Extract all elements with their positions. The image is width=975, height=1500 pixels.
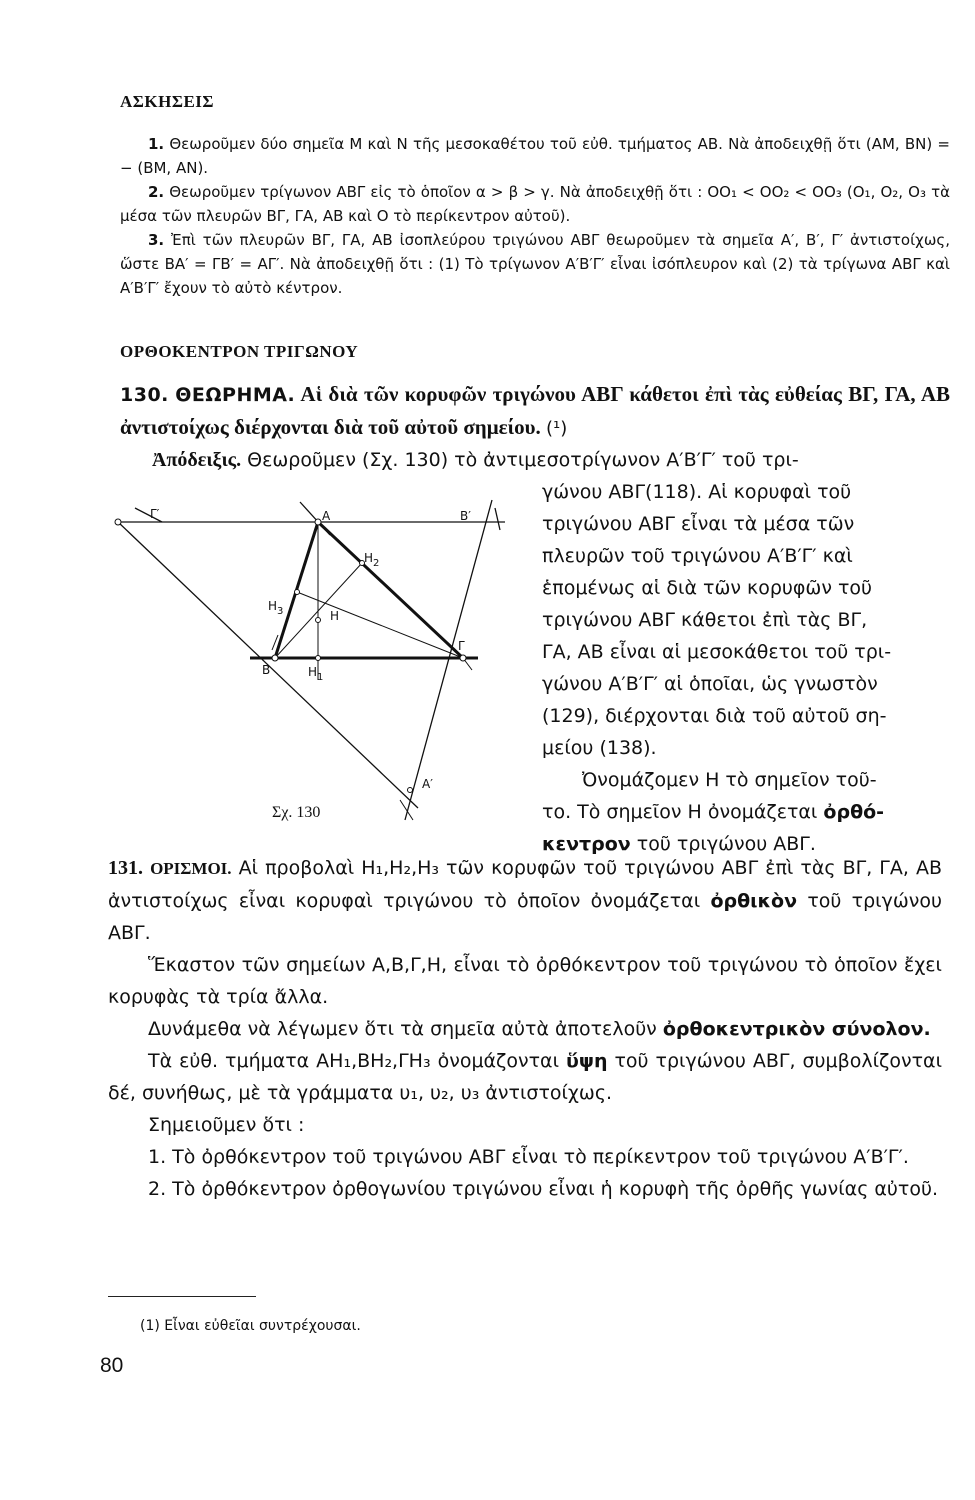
orthocenter-heading: ΟΡΘΟΚΕΝΤΡΟΝ ΤΡΙΓΩΝΟΥ — [120, 342, 359, 361]
definition-text: τοῦ τριγώνου ΑΒΓ, συμβολίζονται δέ, συνήθως, μὲ τὰ γράμματα υ₁, υ₂, υ₃ ἀντιστοίχως. — [108, 1050, 942, 1104]
footnote-rule — [108, 1296, 256, 1297]
proof-line: γώνου Α′Β′Γ′ αἱ ὁποῖαι, ὡς γνωστὸν — [542, 673, 878, 695]
proof-label: Ἀπόδειξις. — [152, 449, 242, 471]
page-number: 80 — [100, 1354, 124, 1377]
footnote: (1) Εἶναι εὐθεῖαι συντρέχουσαι. — [140, 1318, 361, 1334]
naming-line-2 — [542, 796, 942, 828]
definition-text: Τὰ εὐθ. τμήματα ΑH₁,ΒH₂,ΓH₃ ὀνομάζονται — [148, 1050, 560, 1072]
exercises-heading: ΑΣΚΗΣΕΙΣ — [120, 92, 215, 111]
proof-line: πλευρῶν τοῦ τριγώνου Α′Β′Γ′ καὶ — [542, 545, 853, 567]
definitions-131 — [108, 852, 942, 1205]
label-b1: B′ — [460, 509, 471, 523]
proof-line: ἑπομένως αἱ διὰ τῶν κορυφῶν τοῦ — [542, 577, 873, 599]
naming-text: το. Τὸ σημεῖον Η ὀνομάζεται — [542, 801, 818, 823]
definition-p1 — [108, 852, 942, 949]
proof-line-1: Θεωροῦμεν (Σχ. 130) τὸ ἀντιμεσοτρίγωνον Α′Β′Γ′ τοῦ τρι- — [247, 449, 799, 471]
heights-term: ὕψη — [566, 1050, 608, 1072]
label-b: B — [262, 663, 271, 677]
altitude-c — [297, 592, 463, 658]
proof-line: γώνου ΑΒΓ(118). Αἱ κορυφαὶ τοῦ — [542, 481, 852, 503]
exercise-number: 3. — [148, 231, 165, 249]
definition-p3 — [108, 1013, 942, 1045]
exercise-text: Θεωροῦμεν δύο σημεῖα M καὶ N τῆς μεσοκαθέτου τοῦ εὐθ. τμήματος AB. Νὰ ἀποδειχθῇ ὅτι (AM, BN) = − (BM, AN). — [120, 135, 950, 177]
label-h3: $H_3$ — [268, 599, 284, 617]
point-a — [315, 519, 321, 525]
point-h — [316, 618, 321, 623]
definition-p7: 2. Τὸ ὀρθόκεντρον ὀρθογωνίου τριγώνου εἶναι ἡ κορυφὴ τῆς ὀρθῆς γωνίας αὐτοῦ. — [148, 1178, 938, 1200]
definition-text: Αἱ προβολαὶ H₁,H₂,H₃ τῶν κορυφῶν τοῦ τριγώνου ΑΒΓ ἐπὶ τὰς ΒΓ, ΓΑ, ΑΒ ἀντιστοίχως εἶναι κορυφαὶ τριγώνου τὸ ὁποῖον ὀνομάζεται — [108, 857, 943, 912]
exercise-text: Ἐπὶ τῶν πλευρῶν ΒΓ, ΓΑ, ΑΒ ἰσοπλεύρου τριγώνου ΑΒΓ θεωροῦμεν τὰ σημεῖα Α′, Β′, Γ′ ἀντιστοίχως, ὥστε ΒΑ′ = ΓΒ′ = ΑΓ′. Νὰ ἀποδειχθῇ ὅτι : (1) Τὸ τρίγωνον Α′Β′Γ′ εἶναι ἰσόπλευρον καὶ (2) τὰ τρίγωνα ΑΒΓ καὶ Α′Β′Γ′ ἔχουν τὸ αὐτὸ κέντρον. — [120, 231, 950, 297]
proof-line: (129), διέρχονται διὰ τοῦ αὐτοῦ ση- — [542, 705, 887, 727]
label-a: A — [322, 509, 331, 523]
proof-line: τριγώνου ΑΒΓ εἶναι τὰ μέσα τῶν — [542, 513, 855, 535]
naming-text: τοῦ τριγώνου ΑΒΓ. — [636, 833, 816, 855]
proof-line: ΓΑ, ΑΒ εἶναι αἱ μεσοκάθετοι τοῦ τρι- — [542, 641, 892, 663]
label-g: Γ — [458, 639, 465, 653]
proof-line: μείου (138). — [542, 737, 657, 759]
orthocenter-term: κεντρον — [542, 833, 631, 855]
point-b — [272, 655, 278, 661]
definition-p4 — [108, 1045, 942, 1109]
exercise-3 — [120, 228, 950, 300]
definition-text: Δυνάμεθα νὰ λέγωμεν ὅτι τὰ σημεῖα αὐτὰ ἀποτελοῦν — [148, 1018, 657, 1040]
point-g1 — [115, 519, 121, 525]
orthocentric-term: ὀρθοκεντρικὸν σύνολον. — [662, 1018, 931, 1040]
proof-first-line — [152, 444, 952, 476]
point-a1 — [408, 788, 413, 793]
exercise-number: 1. — [148, 135, 165, 153]
figure-130 — [100, 490, 520, 830]
theorem-number: 130. — [120, 384, 169, 406]
label-h2: $H_2$ — [364, 551, 380, 569]
orthic-term: ὀρθικὸν — [710, 890, 798, 912]
tick — [495, 508, 500, 530]
naming-bold: ὀρθό- — [823, 801, 885, 823]
proof-line: τριγώνου ΑΒΓ κάθετοι ἐπὶ τὰς ΒΓ, — [542, 609, 868, 631]
theorem-label: ΘΕΩΡΗΜΑ. — [175, 384, 296, 406]
label-h: H — [330, 609, 340, 623]
definition-p2: Ἕκαστον τῶν σημείων Α,Β,Γ,Η, εἶναι τὸ ὀρθόκεντρον τοῦ τριγώνου τὸ ὁποῖον ἔχει κορυφὰς τὰ τρία ἄλλα. — [108, 954, 942, 1008]
point-h3 — [295, 590, 300, 595]
definition-p6: 1. Τὸ ὀρθόκεντρον τοῦ τριγώνου ΑΒΓ εἶναι τὸ περίκεντρον τοῦ τριγώνου Α′Β′Γ′. — [148, 1146, 909, 1168]
definitions-number: 131. — [108, 857, 143, 879]
definition-text: τοῦ τριγώνου ΑΒΓ. — [108, 890, 943, 944]
label-h1: $H_1$ — [308, 665, 324, 683]
point-h1 — [316, 656, 321, 661]
exercises-block — [120, 132, 950, 300]
proof-column — [542, 476, 942, 860]
line-b1-a1 — [405, 500, 492, 820]
figure-caption: Σχ. 130 — [272, 804, 321, 821]
definitions-label: ΟΡΙΣΜΟΙ. — [150, 859, 232, 878]
exercise-1 — [120, 132, 950, 180]
point-g — [460, 655, 466, 661]
exercise-number: 2. — [148, 183, 165, 201]
exercise-text: Θεωροῦμεν τρίγωνον ΑΒΓ εἰς τὸ ὁποῖον α > β > γ. Νὰ ἀποδειχθῇ ὅτι : OO₁ < OO₂ < OO₃ (O₁, O₂, O₃ τὰ μέσα τῶν πλευρῶν ΒΓ, ΓΑ, ΑΒ καὶ O τὸ περίκεντρον αὐτοῦ). — [120, 183, 950, 225]
theorem-130 — [120, 378, 950, 445]
footnote-ref: (¹) — [546, 418, 568, 439]
label-g1: Γ′ — [150, 507, 160, 521]
tick — [400, 800, 413, 820]
label-a1: A′ — [422, 777, 433, 791]
naming-line-1: Ὀνομάζομεν Η τὸ σημεῖον τοῦ- — [582, 769, 877, 791]
exercise-2 — [120, 180, 950, 228]
definition-p5: Σημειοῦμεν ὅτι : — [148, 1114, 305, 1136]
side-ac — [318, 522, 463, 658]
theorem-text: Αἱ διὰ τῶν κορυφῶν τριγώνου ΑΒΓ κάθετοι ἐπὶ τὰς εὐθείας ΒΓ, ΓΑ, ΑΒ ἀντιστοίχως διέρχονται διὰ τοῦ αὐτοῦ σημείου. — [120, 382, 951, 439]
